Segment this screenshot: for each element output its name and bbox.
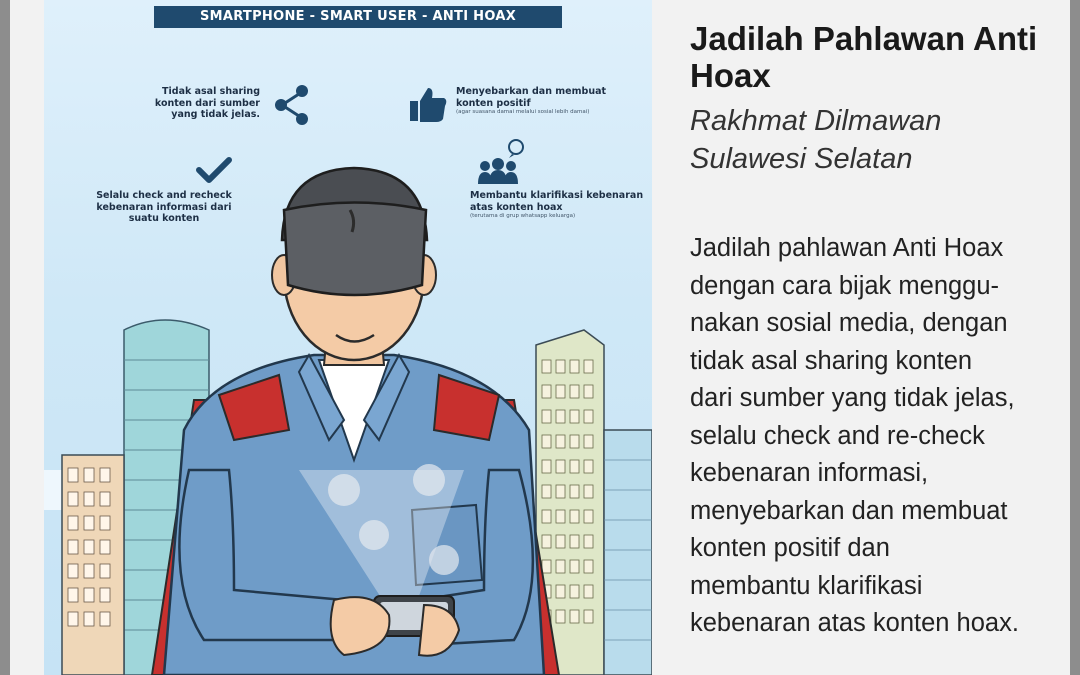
tip-positive-content bbox=[456, 86, 616, 116]
poster-banner: SMARTPHONE - SMART USER - ANTI HOAX bbox=[154, 6, 562, 28]
tip-text: Menyebarkan dan membuat konten positif bbox=[456, 86, 607, 109]
author-name: Rakhmat Dilmawan bbox=[690, 105, 942, 137]
tip-check-recheck bbox=[84, 190, 244, 225]
article-title: Jadilah Pahlawan Anti Hoax bbox=[690, 20, 1038, 94]
tip-subtext: (agar suasana damai melalui sosial lebih damai) bbox=[456, 109, 590, 115]
anti-hoax-poster bbox=[44, 0, 652, 675]
group-whatsapp-icon bbox=[476, 138, 528, 188]
tip-text: Tidak asal sharing konten dari sumber yang tidak jelas. bbox=[154, 86, 260, 120]
page bbox=[10, 0, 1070, 675]
tip-clarify-hoax bbox=[470, 190, 646, 220]
tip-text: Selalu check and recheck kebenaran informasi dari suatu konten bbox=[96, 190, 232, 224]
tip-no-careless-sharing bbox=[140, 86, 260, 121]
tip-subtext: (terutama di grup whatsapp keluarga) bbox=[470, 213, 576, 219]
author-byline bbox=[690, 102, 1060, 178]
checkmark-icon bbox=[196, 156, 232, 184]
article-body: Jadilah pahlawan Anti Hoax dengan cara bijak menggu- nakan sosial media, dengan tidak asal sharing konten dari sumber yang tidak jelas, selalu check and re-check kebenaran informasi, menyebarkan dan membuat konten positif dan membantu klarifikasi kebenaran atas konten hoax. bbox=[690, 234, 1019, 637]
share-icon bbox=[272, 84, 312, 126]
tip-text: Membantu klarifikasi kebenaran atas konten hoax bbox=[470, 190, 644, 213]
thumbs-up-icon bbox=[408, 86, 448, 124]
author-region: Sulawesi Selatan bbox=[690, 143, 913, 175]
